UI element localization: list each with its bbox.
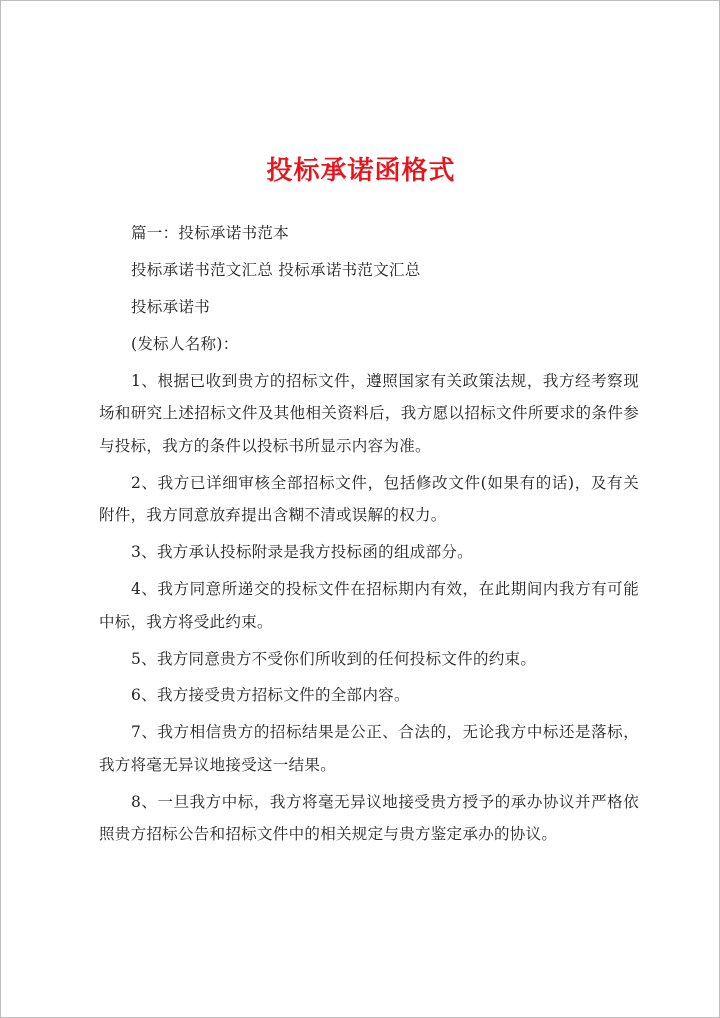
clause-paragraph: 4、我方同意所递交的投标文件在招标期内有效，在此期间内我方有可能中标，我方将受此约束。 bbox=[99, 580, 639, 631]
section-heading: 篇一：投标承诺书范本 bbox=[131, 224, 290, 242]
clause-paragraph: 7、我方相信贵方的招标结果是公正、合法的，无论我方中标还是落标，我方将毫无异议地接受这一结果。 bbox=[99, 723, 639, 774]
addressee-line: (发标人名称)： bbox=[131, 334, 239, 353]
document-title: 投标承诺函格式 bbox=[266, 156, 456, 186]
clause-paragraph: 1、根据已收到贵方的招标文件，遵照国家有关政策法规，我方经考察现场和研究上述招标文件及其他相关资料后，我方愿以招标文件所要求的条件参与投标，我方的条件以投标书所显示内容为准。 bbox=[99, 371, 639, 455]
clause-paragraph: 6、我方接受贵方招标文件的全部内容。 bbox=[131, 686, 410, 705]
clause-paragraph: 3、我方承认投标附录是我方投标函的组成部分。 bbox=[131, 543, 473, 562]
document-body bbox=[99, 217, 639, 855]
clause-paragraph: 5、我方同意贵方不受你们所收到的任何投标文件的约束。 bbox=[131, 649, 537, 668]
clause-paragraph: 2、我方已详细审核全部招标文件，包括修改文件(如果有的话)，及有关附件，我方同意放弃提出含糊不清或误解的权力。 bbox=[99, 473, 639, 525]
subheading: 投标承诺书范文汇总 投标承诺书范文汇总 bbox=[131, 260, 421, 279]
clause-paragraph: 8、一旦我方中标，我方将毫无异议地接受贵方授予的承办协议并严格依照贵方招标公告和招标文件中的相关规定与贵方鉴定承办的协议。 bbox=[99, 792, 639, 844]
subheading: 投标承诺书 bbox=[131, 297, 211, 316]
